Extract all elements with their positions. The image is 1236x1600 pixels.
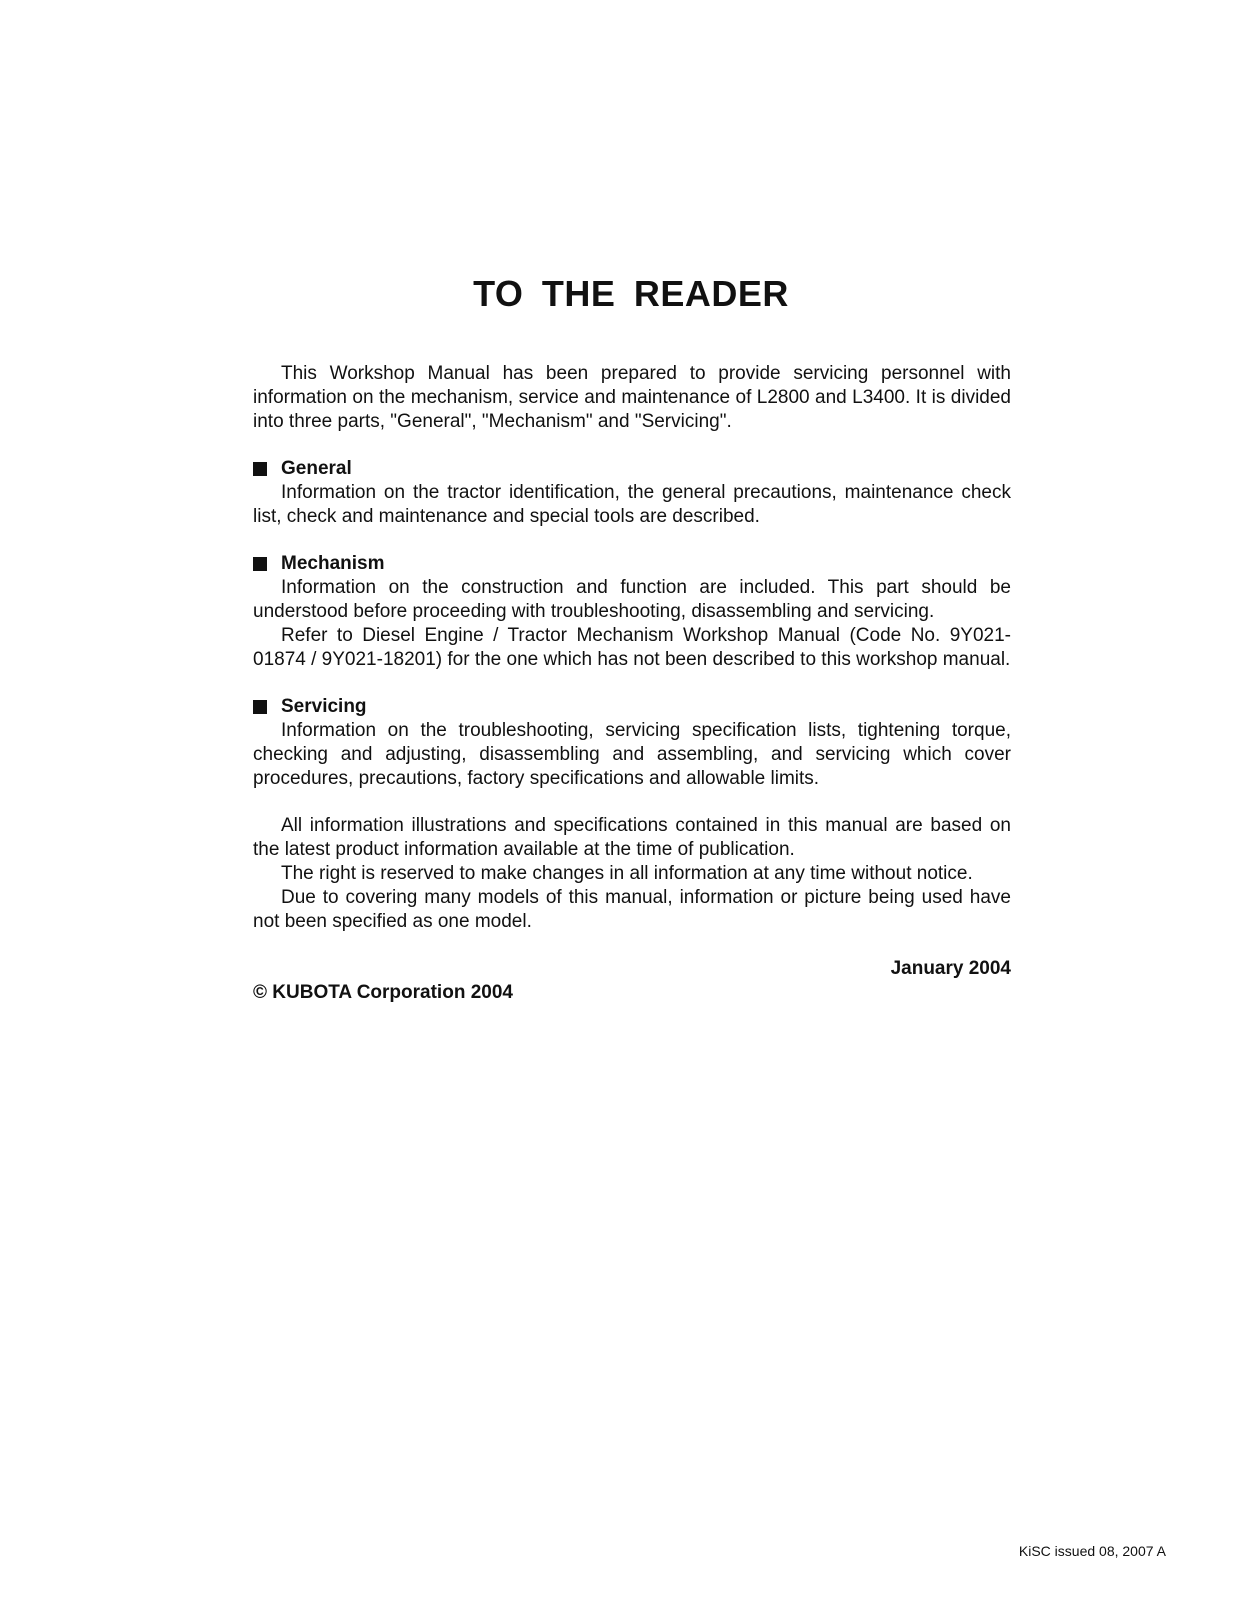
section-servicing [253, 695, 1011, 791]
black-square-bullet-icon [253, 462, 267, 476]
servicing-paragraph: Information on the troubleshooting, servicing specification lists, tightening torque, checking and adjusting, disassembling and assembling, and servicing which cover procedures, precautions, factory specifications and allowable limits. [253, 720, 1011, 789]
intro-paragraph: This Workshop Manual has been prepared to provide servicing personnel with information on the mechanism, service and maintenance of L2800 and L3400. It is divided into three parts, "General", "Mechanism" and "Servicing". [253, 363, 1011, 432]
note-paragraph-2: The right is reserved to make changes in all information at any time without notice. [281, 863, 973, 884]
section-general [253, 457, 1011, 529]
mechanism-paragraph-1: Information on the construction and function are included. This part should be understood before proceeding with troubleshooting, disassembling and servicing. [253, 577, 1011, 622]
section-mechanism [253, 552, 1011, 672]
section-heading-general [253, 457, 1011, 481]
black-square-bullet-icon [253, 700, 267, 714]
page-title: TO THE READER [473, 273, 789, 314]
mechanism-paragraph-2: Refer to Diesel Engine / Tractor Mechanism Workshop Manual (Code No. 9Y021-01874 / 9Y021-18201) for the one which has not been described to this workshop manual. [253, 625, 1011, 670]
footer-issue-note: KiSC issued 08, 2007 A [1018, 1543, 1166, 1559]
publication-date: January 2004 [890, 958, 1011, 979]
document-body [253, 362, 1011, 1005]
note-paragraph-1: All information illustrations and specifications contained in this manual are based on the latest product information available at the time of publication. [253, 815, 1011, 860]
note-paragraph-3: Due to covering many models of this manual, information or picture being used have not been specified as one model. [253, 887, 1011, 932]
intro-block [253, 362, 1011, 434]
black-square-bullet-icon [253, 557, 267, 571]
copyright-notice: © KUBOTA Corporation 2004 [253, 982, 513, 1003]
section-heading-general-label: General [281, 458, 352, 479]
section-heading-servicing [253, 695, 1011, 719]
section-heading-servicing-label: Servicing [281, 696, 367, 717]
section-heading-mechanism-label: Mechanism [281, 553, 385, 574]
section-heading-mechanism [253, 552, 1011, 576]
notes-block [253, 814, 1011, 934]
general-paragraph: Information on the tractor identification, the general precautions, maintenance check list, check and maintenance and special tools are described. [253, 482, 1011, 527]
